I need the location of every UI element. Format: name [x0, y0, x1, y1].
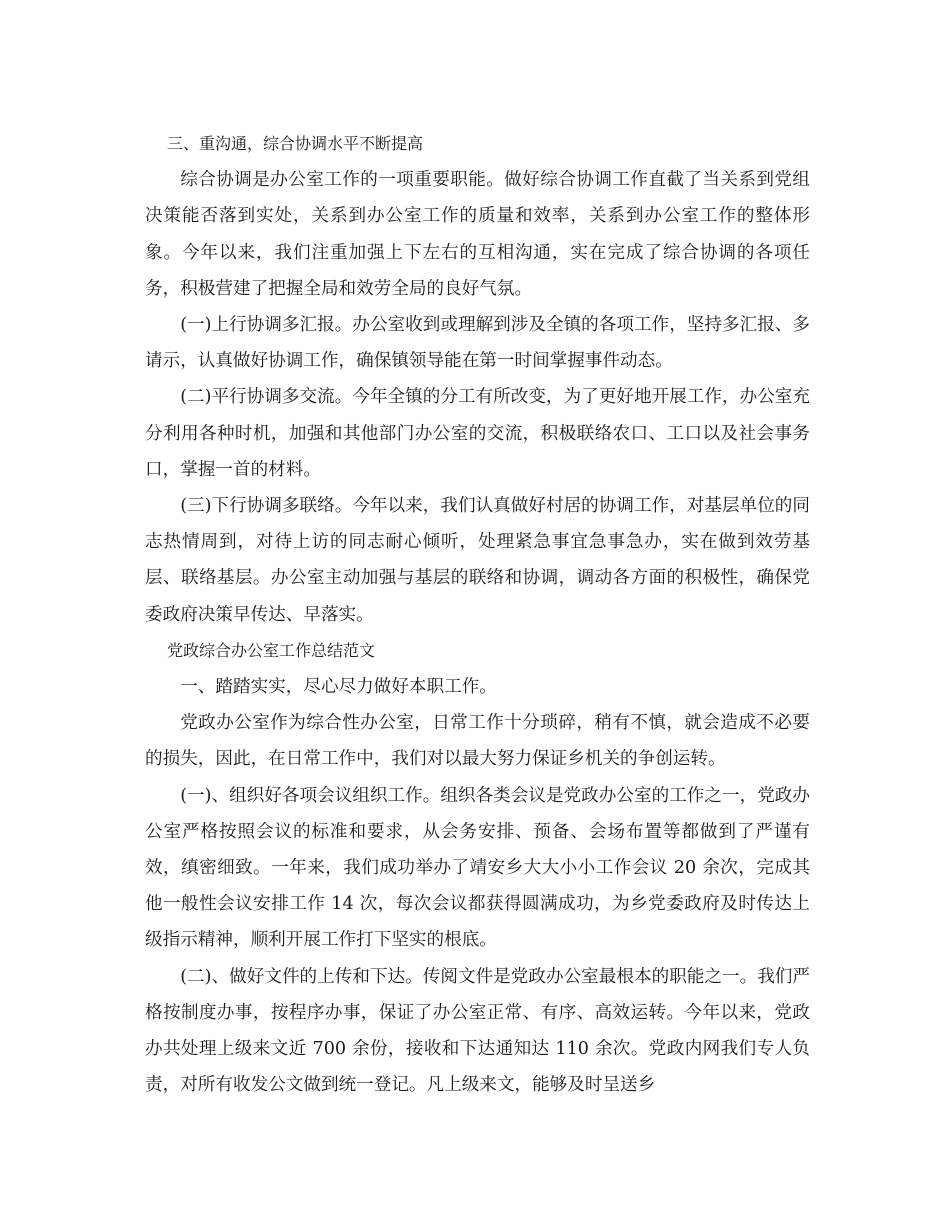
document-body [145, 126, 810, 1103]
paragraph-parallel-coordination: (二)平行协调多交流。今年全镇的分工有所改变，为了更好地开展工作，办公室充分利用各种时机，加强和其他部门办公室的交流，积极联络农口、工口以及社会事务口，掌握一首的材料。 [145, 387, 810, 480]
paragraph-upward-coordination: (一)上行协调多汇报。办公室收到或理解到涉及全镇的各项工作，坚持多汇报、多请示，认真做好协调工作，确保镇领导能在第一时间掌握事件动态。 [145, 315, 810, 372]
paragraph-office-role: 党政办公室作为综合性办公室，日常工作十分琐碎，稍有不慎，就会造成不必要的损失，因此，在日常工作中，我们对以最大努力保证乡机关的争创运转。 [145, 713, 810, 770]
section-heading-3: 三、重沟通，综合协调水平不断提高 [167, 134, 424, 153]
paragraph-document-handling: (二)、做好文件的上传和下达。传阅文件是党政办公室最根本的职能之一。我们严格按制度办事，按程序办事，保证了办公室正常、有序、高效运转。今年以来，党政办共处理上级来文近 700 余份，接收和下达通知达 110 余次。党政内网我们专人负责，对所有收发公文做到统一登记。凡上级来文，能够及时呈送乡 [145, 966, 810, 1096]
paragraph-meeting-organization: (一)、组织好各项会议组织工作。组织各类会议是党政办公室的工作之一，党政办公室严格按照会议的标准和要求，从会务安排、预备、会场布置等都做到了严谨有效，缜密细致。一年来，我们成功举办了靖安乡大大小小工作会议 20 余次，完成其他一般性会议安排工作 14 次，每次会议都获得圆满成功，为乡党委政府及时传达上级指示精神，顺利开展工作打下坚实的根底。 [145, 785, 810, 951]
section-heading-1: 一、踏踏实实，尽心尽力做好本职工作。 [180, 677, 497, 698]
document-subtitle: 党政综合办公室工作总结范文 [167, 640, 376, 660]
paragraph-downward-coordination: (三)下行协调多联络。今年以来，我们认真做好村居的协调工作，对基层单位的同志热情周到，对待上访的同志耐心倾听，处理紧急事宜急事急办，实在做到效劳基层、联络基层。办公室主动加强与基层的联络和协调，调动各方面的积极性，确保党委政府决策早传达、早落实。 [145, 496, 810, 625]
paragraph-coordination-intro: 综合协调是办公室工作的一项重要职能。做好综合协调工作直截了当关系到党组决策能否落到实处，关系到办公室工作的质量和效率，关系到办公室工作的整体形象。今年以来，我们注重加强上下左右的互相沟通，实在完成了综合协调的各项任务，积极营建了把握全局和效劳全局的良好气氛。 [145, 170, 810, 299]
